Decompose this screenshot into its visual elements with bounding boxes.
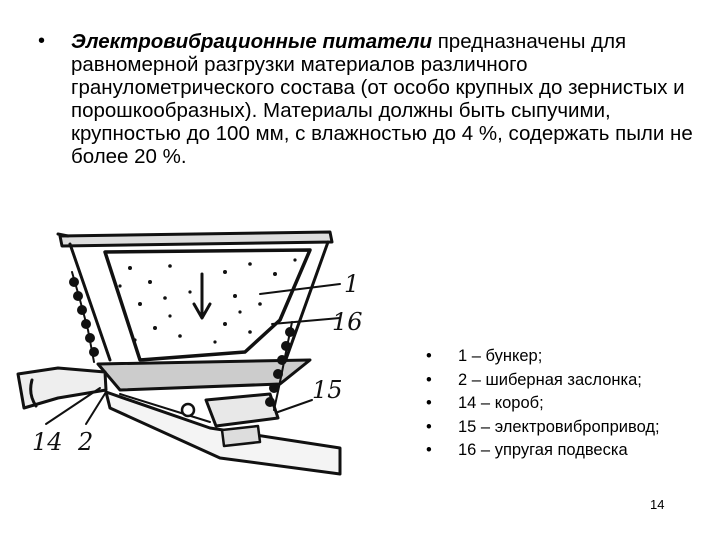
list-item: [426, 416, 716, 440]
legend-item-14: 14 – короб;: [458, 394, 544, 412]
feeder-diagram: [10, 212, 430, 502]
bullet-icon: •: [38, 30, 46, 52]
intro-body: предназначены для равномерной разгрузки материалов различного гранулометрического состава (от особо крупных до зернистых и порошкообразных). Материалы должны быть сыпучими, крупностью до 100 мм, с влажностью до 4 %, содержать пыли не более 20 %.: [71, 30, 693, 168]
bullet-icon: •: [426, 347, 432, 365]
bullet-icon: •: [426, 394, 432, 412]
bullet-icon: •: [426, 370, 432, 389]
legend-item-16: 16 – упругая подвеска: [458, 441, 628, 459]
list-item: [426, 369, 716, 393]
bullet-icon: •: [426, 417, 432, 436]
list-item: [426, 392, 716, 416]
intro-term: Электровибрационные питатели: [71, 30, 433, 53]
legend-list: [426, 345, 716, 463]
label-16: 16: [332, 308, 363, 336]
list-item: [426, 439, 716, 463]
legend-item-2: 2 – шиберная заслонка;: [458, 370, 642, 389]
label-15: 15: [312, 376, 343, 404]
intro-paragraph: [38, 30, 698, 168]
label-1: 1: [344, 270, 360, 298]
legend-item-1: 1 – бункер;: [458, 347, 543, 365]
page-number: 14: [650, 497, 665, 512]
legend-item-15: 15 – электровибропривод;: [458, 417, 660, 436]
list-item: [426, 345, 716, 369]
label-14: 14: [32, 428, 63, 456]
intro-text: [71, 30, 698, 168]
label-2: 2: [78, 428, 94, 456]
bullet-icon: •: [426, 441, 432, 459]
